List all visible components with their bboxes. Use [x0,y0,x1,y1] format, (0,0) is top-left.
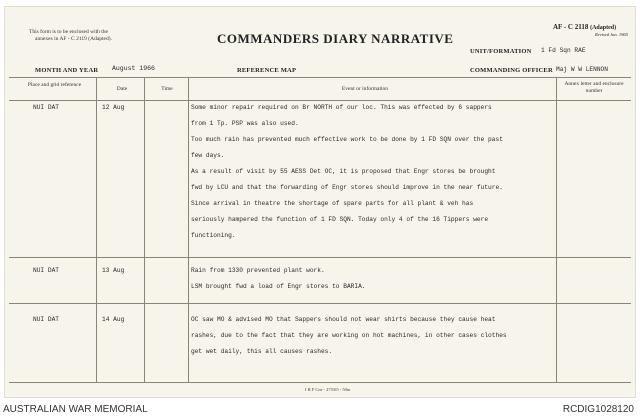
entry-line: Some minor repair required on Br NORTH of our loc. This was effected by 6 sappers [191,104,492,111]
entry-line: Too much rain has prevented much effective work to be done by 1 FD SQN over the past [191,136,503,143]
entry-place: NUI DAT [33,316,59,323]
entry-date: 12 Aug [102,104,125,111]
entry-line: get wet daily, this all causes rashes. [191,348,333,355]
entry-separator [9,303,631,304]
col-header-event: Event or information [341,86,389,92]
col-header-place: Place and grid reference [27,82,82,88]
entry-line: rashes, due to the fact that they are working on hot machines, in other cases clothes [191,332,507,339]
entry-date: 13 Aug [102,267,125,274]
table-bottom-rule [9,382,631,383]
entry-line: fwd by LCU and that the forwarding of Engr stores should improve in the near future. [191,184,503,191]
unit-label: UNIT/FORMATION [470,48,532,55]
unit-value: 1 Fd Sqn RAE [541,47,586,54]
month-year-value: August 1966 [112,65,155,72]
entry-line: functioning. [191,232,236,239]
entry-line: from 1 Tp. PSP was also used. [191,120,299,127]
commanding-officer-label: COMMANDING OFFICER [470,67,553,74]
entry-line: As a result of visit by 55 AESS Det OC, it is proposed that Engr stores be brought [191,168,496,175]
col-divider-event [556,77,557,382]
entry-place: NUI DAT [33,267,59,274]
entry-line: LSM brought fwd a load of Engr stores to BARIA. [191,283,366,290]
col-header-date: Date [116,86,128,92]
form-code-prefix: AF - C 2118 [553,23,589,31]
printer-line: I B F Cns - 275/65 - 50m [305,387,351,392]
page-title: COMMANDERS DIARY NARRATIVE [217,31,454,46]
form-code [553,23,616,31]
entry-line: seriously hampered the function of 1 FD SQN. Today only 4 of the 16 Tippers were [191,216,489,223]
form-revised: Revised Jan. 1965 [595,32,628,37]
col-header-time: Time [161,86,173,92]
entry-place: NUI DAT [33,104,59,111]
form-code-adapted: (Adapted) [590,25,617,31]
month-year-label: MONTH AND YEAR [35,67,99,74]
commanding-officer-value: Maj W W LENNON [556,66,608,73]
entry-line: Rain from 1330 prevented plant work. [191,267,325,274]
reference-map-label: REFERENCE MAP [237,67,297,74]
entry-line: OC saw MO & advised MO that Sappers should not wear shirts because they cause heat [191,316,496,323]
entry-line: few days. [191,152,225,159]
form-note-line1: This form is to be enclosed with the [29,29,108,35]
col-header-annex: Annex letter and enclosure number [564,81,624,94]
footer-attribution: AUSTRALIAN WAR MEMORIAL [3,404,148,415]
col-divider-place [96,77,97,382]
footer-record-id: RCDIG1028120 [562,404,634,415]
entry-line: Since arrival in theatre the shortage of spare parts for all plant & veh has [191,200,474,207]
table-top-rule [9,77,631,78]
entry-date: 14 Aug [102,316,125,323]
entry-separator [9,257,631,258]
table-header-rule [9,100,631,101]
form-note-line2: annexes in AF - C 2119 (Adapted). [35,36,112,42]
diary-sheet [4,6,636,398]
col-divider-time [188,77,189,382]
col-divider-date [144,77,145,382]
